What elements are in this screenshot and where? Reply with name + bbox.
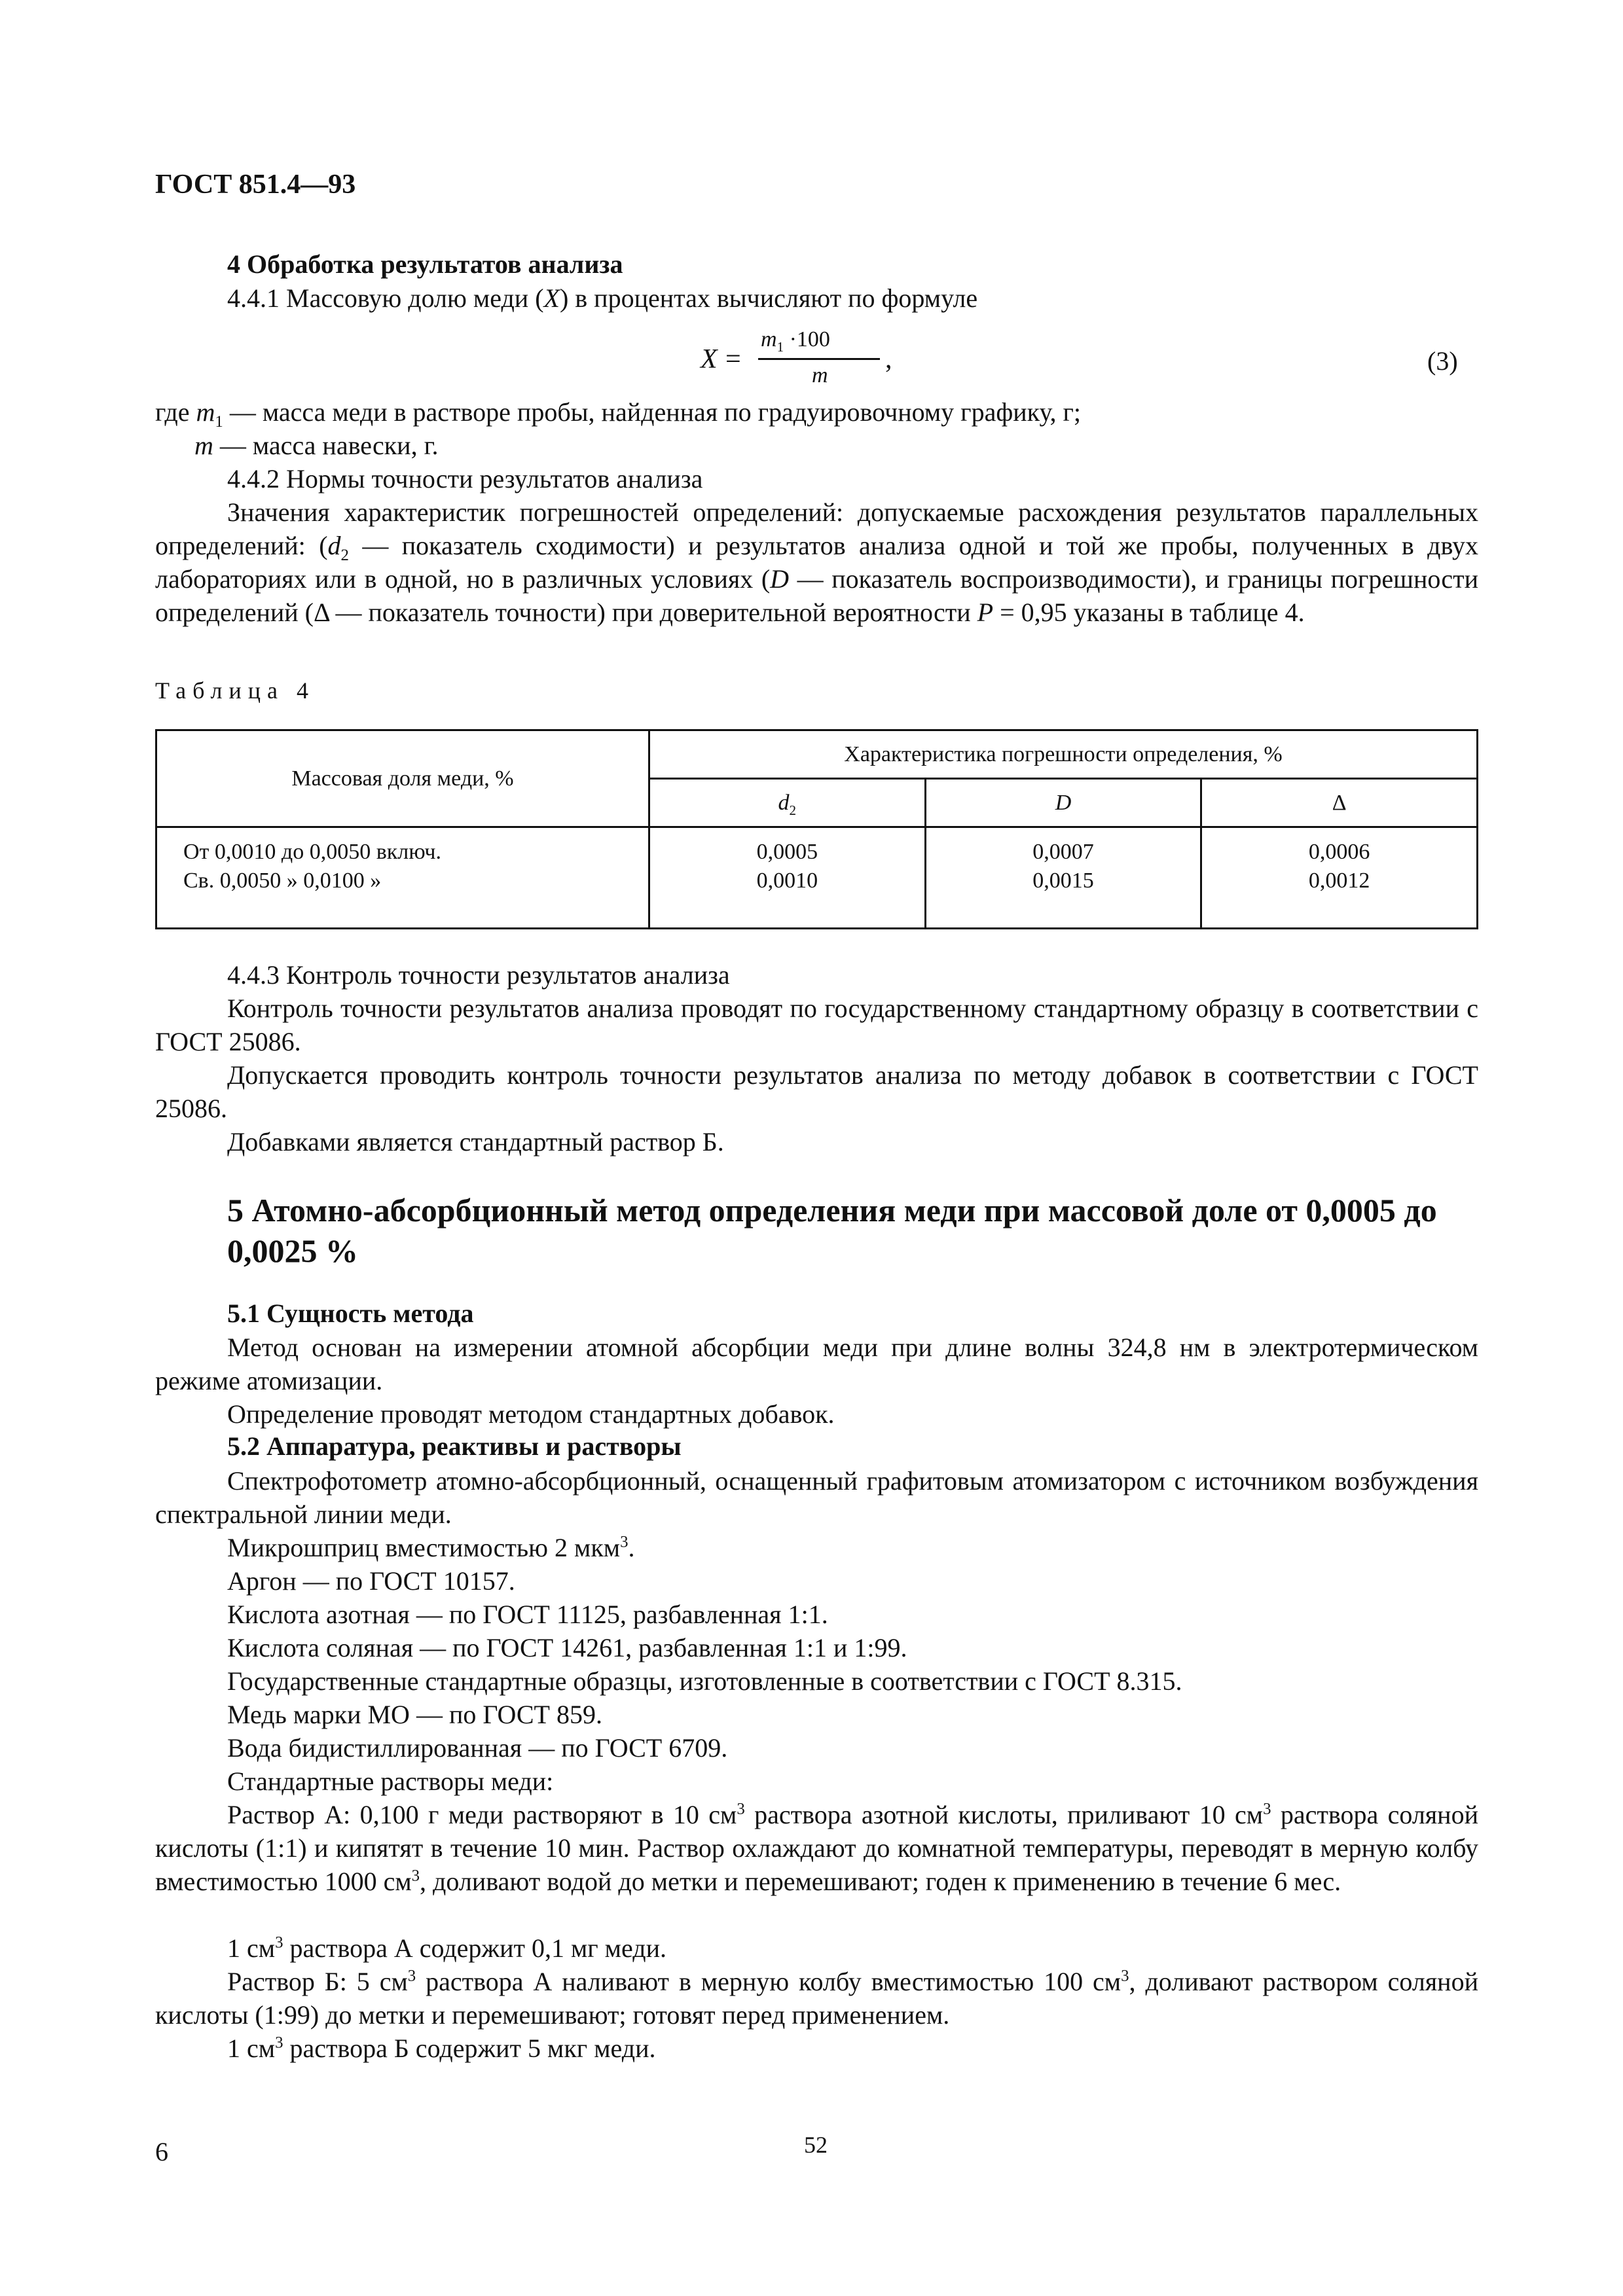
- para-5-2-copper: Медь марки МО — по ГОСТ 859.: [227, 1700, 602, 1729]
- page-number-left: 6: [155, 2137, 168, 2166]
- document-id: ГОСТ 851.4—93: [155, 170, 356, 200]
- para-5-2-microsyringe: Микрошприц вместимостью 2 мкм$^3$.: [227, 1533, 635, 1562]
- where-line-1: где $m_1$ — масса меди в растворе пробы, найденная по градуировочному графику, г;: [155, 397, 1082, 431]
- section-4-heading: 4 Обработка результатов анализа: [227, 249, 623, 279]
- table-header-group: Характеристика погрешности определения, %: [649, 730, 1478, 779]
- formula-numerator: $m_1 \cdot 100$: [761, 327, 830, 355]
- table-subheader-D: D: [925, 779, 1201, 827]
- para-5-2-nitric-acid: Кислота азотная — по ГОСТ 11125, разбавленная 1:1.: [227, 1600, 828, 1629]
- para-solution-b: Раствор Б: 5 $см^3$ раствора А наливают в мерную колбу вместимостью 100 $см^3$, доливают раствором соляной кислоты (1:99) до метки и перемешивают; готовят перед применением.: [155, 1967, 1478, 2030]
- table-4: [155, 729, 1478, 929]
- section-5-heading: 5 Атомно-абсорбционный метод определения меди при массовой доле от 0,0005 до 0,0025 %: [227, 1192, 1437, 1269]
- section-5-2-title: 5.2 Аппаратура, реактивы и растворы: [227, 1431, 682, 1461]
- para-5-2-spectrophotometer: Спектрофотометр атомно-абсорбционный, оснащенный графитовым атомизатором с источником возбуждения спектральной линии меди.: [155, 1466, 1478, 1529]
- para-5-2-standard-samples: Государственные стандартные образцы, изготовленные в соответствии с ГОСТ 8.315.: [227, 1666, 1182, 1696]
- table-row-label: Св. 0,0050 » 0,0100 »: [183, 869, 382, 893]
- para-5-2-standard-solutions: Стандартные растворы меди:: [227, 1767, 554, 1796]
- fraction-bar: [758, 358, 880, 360]
- formula-denominator: m: [812, 363, 828, 387]
- para-solution-a-content: 1 $см^3$ раствора А содержит 0,1 мг меди.: [227, 1933, 666, 1963]
- para-5-2-water: Вода бидистиллированная — по ГОСТ 6709.: [227, 1733, 728, 1763]
- para-solution-a: Раствор А: 0,100 г меди растворяют в 10 $см^3$ раствора азотной кислоты, приливают 10 $см^3$ раствора соляной кислоты (1:1) и кипятят в течение 10 мин. Раствор охлаждают до комнатной температуры, переводят в мерную колбу вместимостью 1000 $см^3$, доливают водой до метки и перемешивают; годен к применению в течение 6 мес.: [155, 1800, 1478, 1896]
- where-line-2: m — масса навески, г.: [194, 431, 439, 460]
- para-4-4-3-body-1: Контроль точности результатов анализа проводят по государственному стандартному образцу в соответствии с ГОСТ 25086.: [155, 994, 1478, 1056]
- formula-3: X = $m_1 \cdot 100$ m ,: [701, 327, 892, 387]
- section-5-1-title: 5.1 Сущность метода: [227, 1299, 474, 1328]
- para-4-4-3-body-2: Допускается проводить контроль точности результатов анализа по методу добавок в соответствии с ГОСТ 25086.: [155, 1060, 1478, 1123]
- table-cell: 0,0015: [1032, 869, 1094, 893]
- para-solution-b-content: 1 $см^3$ раствора Б содержит 5 мкг меди.: [227, 2034, 656, 2063]
- formula-number: (3): [1427, 346, 1458, 376]
- table-cell: 0,0010: [756, 869, 818, 893]
- table-body-row: [156, 827, 1478, 929]
- para-4-4-2-body: Значения характеристик погрешностей определений: допускаемые расхождения результатов параллельных определений: ($d_2$ — показатель сходимости) и результатов анализа одной и той же пробы, полученных в двух лабораториях или в одной, но в различных условиях (D — показатель воспроизводимости), и границы погрешности определений (Δ — показатель точности) при доверительной вероятности P = 0,95 указаны в таблице 4.: [155, 497, 1478, 627]
- table-header-mass-fraction: Массовая доля меди, %: [156, 730, 649, 827]
- para-4-4-1: 4.4.1 Массовую долю меди (X) в процентах вычисляют по формуле: [227, 283, 978, 313]
- table-caption: Таблица 4: [155, 677, 315, 704]
- table-subheader-delta: Δ: [1201, 779, 1478, 827]
- para-4-4-3-title: 4.4.3 Контроль точности результатов анализа: [227, 960, 730, 990]
- table-cell: 0,0005: [756, 840, 818, 864]
- page-number-center: 52: [804, 2132, 828, 2158]
- table-subheader-d2: $d_2$: [649, 779, 926, 827]
- para-5-2-hydrochloric-acid: Кислота соляная — по ГОСТ 14261, разбавленная 1:1 и 1:99.: [227, 1633, 907, 1662]
- table-cell: 0,0007: [1032, 840, 1094, 864]
- para-5-1-body-2: Определение проводят методом стандартных добавок.: [227, 1399, 835, 1429]
- table-row-label: От 0,0010 до 0,0050 включ.: [183, 840, 441, 864]
- para-4-4-2-title: 4.4.2 Нормы точности результатов анализа: [227, 464, 703, 493]
- para-5-2-argon: Аргон — по ГОСТ 10157.: [227, 1566, 515, 1596]
- para-5-1-body-1: Метод основан на измерении атомной абсорбции меди при длине волны 324,8 нм в электротермическом режиме атомизации.: [155, 1333, 1478, 1395]
- table-cell: 0,0006: [1308, 840, 1370, 864]
- para-4-4-3-body-3: Добавками является стандартный раствор Б.: [227, 1127, 724, 1157]
- table-cell: 0,0012: [1308, 869, 1370, 893]
